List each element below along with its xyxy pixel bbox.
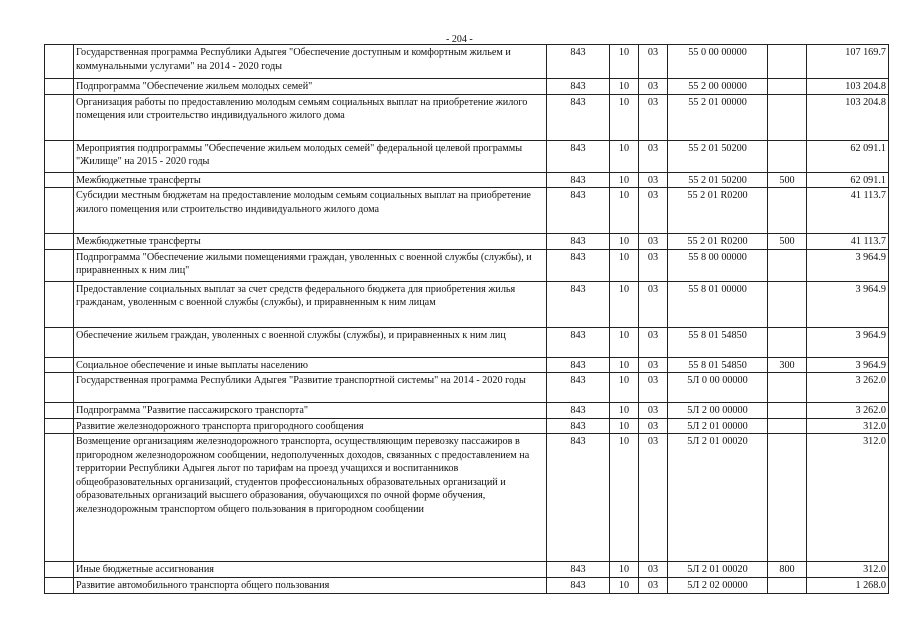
section-code: 10 [610, 172, 639, 188]
grbs-code: 843 [547, 578, 610, 594]
subsection-code: 03 [639, 418, 668, 434]
spacer-cell [45, 140, 74, 172]
grbs-code: 843 [547, 327, 610, 357]
table-row [45, 327, 889, 357]
row-name: Субсидии местным бюджетам на предоставление молодым семьям социальных выплат на приобретение жилого помещения или строительство индивидуального жилого дома [74, 188, 547, 234]
expense-type-code [768, 79, 807, 95]
subsection-code: 03 [639, 578, 668, 594]
subsection-code: 03 [639, 79, 668, 95]
subsection-code: 03 [639, 562, 668, 578]
row-name: Возмещение организациям железнодорожного транспорта, осуществляющим перевозку пассажиров в пригородном железнодорожном сообщении, недополученных доходов, связанных с предоставлением на территории Республики Адыгея льгот по тарифам на проезд учащихся и воспитанников общеобразовательных организаций, студентов профессиональных образовательных организаций и образовательных организаций высшего образования, обучающихся по очной форме обучения, железнодорожным транспортом общего пользования в пригородном сообщении [74, 434, 547, 562]
table-row [45, 562, 889, 578]
subsection-code: 03 [639, 234, 668, 250]
subsection-code: 03 [639, 403, 668, 419]
section-code: 10 [610, 418, 639, 434]
expense-type-code [768, 578, 807, 594]
spacer-cell [45, 327, 74, 357]
spacer-cell [45, 249, 74, 281]
expense-type-code [768, 45, 807, 79]
target-article-code: 5Л 2 01 00020 [668, 562, 768, 578]
amount: 1 268.0 [807, 578, 889, 594]
section-code: 10 [610, 434, 639, 562]
table-row [45, 140, 889, 172]
table-row [45, 234, 889, 250]
row-name: Государственная программа Республики Адыгея "Развитие транспортной системы" на 2014 - 2020 годы [74, 373, 547, 403]
expense-type-code [768, 434, 807, 562]
row-name: Подпрограмма "Развитие пассажирского транспорта" [74, 403, 547, 419]
grbs-code: 843 [547, 434, 610, 562]
expense-type-code: 300 [768, 357, 807, 373]
amount: 41 113.7 [807, 188, 889, 234]
spacer-cell [45, 94, 74, 140]
section-code: 10 [610, 140, 639, 172]
subsection-code: 03 [639, 249, 668, 281]
grbs-code: 843 [547, 79, 610, 95]
grbs-code: 843 [547, 234, 610, 250]
section-code: 10 [610, 373, 639, 403]
amount: 107 169.7 [807, 45, 889, 79]
spacer-cell [45, 373, 74, 403]
row-name: Межбюджетные трансферты [74, 234, 547, 250]
expense-type-code: 500 [768, 234, 807, 250]
grbs-code: 843 [547, 373, 610, 403]
target-article-code: 5Л 2 02 00000 [668, 578, 768, 594]
section-code: 10 [610, 94, 639, 140]
target-article-code: 55 2 01 R0200 [668, 234, 768, 250]
spacer-cell [45, 403, 74, 419]
table-row [45, 434, 889, 562]
row-name: Социальное обеспечение и иные выплаты населению [74, 357, 547, 373]
target-article-code: 55 2 01 50200 [668, 172, 768, 188]
amount: 312.0 [807, 562, 889, 578]
amount: 103 204.8 [807, 94, 889, 140]
subsection-code: 03 [639, 357, 668, 373]
row-name: Развитие автомобильного транспорта общего пользования [74, 578, 547, 594]
amount: 312.0 [807, 434, 889, 562]
subsection-code: 03 [639, 281, 668, 327]
target-article-code: 55 8 01 54850 [668, 327, 768, 357]
expense-type-code [768, 418, 807, 434]
subsection-code: 03 [639, 94, 668, 140]
amount: 3 964.9 [807, 281, 889, 327]
section-code: 10 [610, 281, 639, 327]
section-code: 10 [610, 578, 639, 594]
row-name: Обеспечение жильем граждан, уволенных с военной службы (службы), и приравненных к ним лиц [74, 327, 547, 357]
page-number: - 204 - [446, 34, 473, 45]
target-article-code: 5Л 2 01 00020 [668, 434, 768, 562]
section-code: 10 [610, 45, 639, 79]
spacer-cell [45, 434, 74, 562]
spacer-cell [45, 418, 74, 434]
expense-type-code [768, 94, 807, 140]
row-name: Подпрограмма "Обеспечение жилыми помещениями граждан, уволенных с военной службы (службы), и приравненных к ним лиц" [74, 249, 547, 281]
target-article-code: 55 8 01 00000 [668, 281, 768, 327]
target-article-code: 55 2 01 00000 [668, 94, 768, 140]
amount: 3 262.0 [807, 373, 889, 403]
amount: 3 262.0 [807, 403, 889, 419]
amount: 3 964.9 [807, 357, 889, 373]
grbs-code: 843 [547, 562, 610, 578]
target-article-code: 55 2 01 R0200 [668, 188, 768, 234]
subsection-code: 03 [639, 434, 668, 562]
target-article-code: 5Л 0 00 00000 [668, 373, 768, 403]
target-article-code: 55 0 00 00000 [668, 45, 768, 79]
row-name: Межбюджетные трансферты [74, 172, 547, 188]
table-row [45, 373, 889, 403]
target-article-code: 5Л 2 00 00000 [668, 403, 768, 419]
amount: 62 091.1 [807, 172, 889, 188]
table-row [45, 94, 889, 140]
target-article-code: 55 8 00 00000 [668, 249, 768, 281]
spacer-cell [45, 562, 74, 578]
spacer-cell [45, 357, 74, 373]
section-code: 10 [610, 79, 639, 95]
amount: 62 091.1 [807, 140, 889, 172]
spacer-cell [45, 281, 74, 327]
row-name: Развитие железнодорожного транспорта пригородного сообщения [74, 418, 547, 434]
table-row [45, 418, 889, 434]
spacer-cell [45, 234, 74, 250]
spacer-cell [45, 188, 74, 234]
spacer-cell [45, 172, 74, 188]
table-row [45, 578, 889, 594]
grbs-code: 843 [547, 172, 610, 188]
table-row [45, 79, 889, 95]
target-article-code: 55 2 00 00000 [668, 79, 768, 95]
table-row [45, 403, 889, 419]
spacer-cell [45, 578, 74, 594]
grbs-code: 843 [547, 188, 610, 234]
table-row [45, 357, 889, 373]
table-row [45, 188, 889, 234]
expense-type-code [768, 140, 807, 172]
spacer-cell [45, 45, 74, 79]
table-row [45, 45, 889, 79]
expense-type-code [768, 373, 807, 403]
amount: 41 113.7 [807, 234, 889, 250]
amount: 312.0 [807, 418, 889, 434]
spacer-cell [45, 79, 74, 95]
target-article-code: 5Л 2 01 00000 [668, 418, 768, 434]
expense-type-code [768, 403, 807, 419]
section-code: 10 [610, 562, 639, 578]
subsection-code: 03 [639, 172, 668, 188]
table-row [45, 281, 889, 327]
expense-type-code [768, 188, 807, 234]
grbs-code: 843 [547, 281, 610, 327]
amount: 3 964.9 [807, 327, 889, 357]
subsection-code: 03 [639, 45, 668, 79]
expense-type-code [768, 249, 807, 281]
row-name: Иные бюджетные ассигнования [74, 562, 547, 578]
expense-type-code: 500 [768, 172, 807, 188]
row-name: Мероприятия подпрограммы "Обеспечение жильем молодых семей" федеральной целевой программы "Жилище" на 2015 - 2020 годы [74, 140, 547, 172]
row-name: Организация работы по предоставлению молодым семьям социальных выплат на приобретение жилого помещения или строительство индивидуального жилого дома [74, 94, 547, 140]
section-code: 10 [610, 234, 639, 250]
section-code: 10 [610, 188, 639, 234]
subsection-code: 03 [639, 373, 668, 403]
budget-table [44, 44, 889, 594]
subsection-code: 03 [639, 188, 668, 234]
target-article-code: 55 8 01 54850 [668, 357, 768, 373]
amount: 3 964.9 [807, 249, 889, 281]
expense-type-code [768, 327, 807, 357]
table-row [45, 172, 889, 188]
subsection-code: 03 [639, 327, 668, 357]
row-name: Предоставление социальных выплат за счет средств федерального бюджета для приобретения жилья гражданам, уволенным с военной службы (службы), и приравненным к ним лицам [74, 281, 547, 327]
amount: 103 204.8 [807, 79, 889, 95]
grbs-code: 843 [547, 357, 610, 373]
target-article-code: 55 2 01 50200 [668, 140, 768, 172]
table-row [45, 249, 889, 281]
expense-type-code: 800 [768, 562, 807, 578]
grbs-code: 843 [547, 94, 610, 140]
section-code: 10 [610, 327, 639, 357]
section-code: 10 [610, 249, 639, 281]
expense-type-code [768, 281, 807, 327]
row-name: Государственная программа Республики Адыгея "Обеспечение доступным и комфортным жильем и коммунальными услугами" на 2014 - 2020 годы [74, 45, 547, 79]
grbs-code: 843 [547, 403, 610, 419]
section-code: 10 [610, 403, 639, 419]
row-name: Подпрограмма "Обеспечение жильем молодых семей" [74, 79, 547, 95]
section-code: 10 [610, 357, 639, 373]
grbs-code: 843 [547, 249, 610, 281]
grbs-code: 843 [547, 140, 610, 172]
subsection-code: 03 [639, 140, 668, 172]
grbs-code: 843 [547, 45, 610, 79]
grbs-code: 843 [547, 418, 610, 434]
